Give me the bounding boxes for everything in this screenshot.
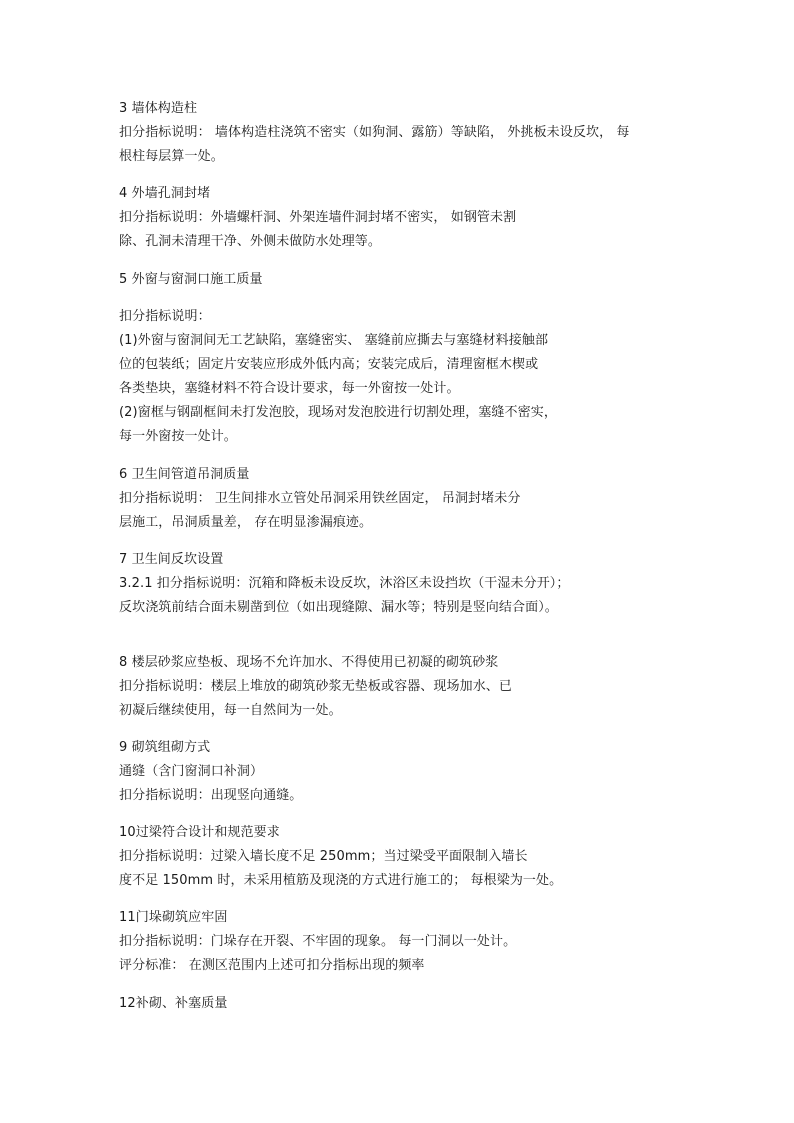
text-line: 扣分指标说明：门垛存在开裂、不牢固的现象。 每一门洞以一处计。 (119, 934, 517, 949)
text-line: 层施工，吊洞质量差， 存在明显渗漏痕迹。 (119, 515, 373, 530)
section-heading-7: 7 卫生间反坎设置 (119, 552, 224, 567)
text-line: 扣分指标说明： (119, 309, 211, 324)
section-heading-12: 12补砌、补塞质量 (119, 996, 228, 1011)
text-line: 扣分指标说明： 墙体构造柱浇筑不密实（如狗洞、露筋）等缺陷， 外挑板未设反坎， 每 (119, 125, 630, 140)
text-line: 评分标准： 在测区范围内上述可扣分指标出现的频率 (119, 958, 425, 973)
section-heading-4: 4 外墙孔洞封堵 (119, 186, 211, 201)
section-heading-10: 10过梁符合设计和规范要求 (119, 825, 280, 840)
text-line: 除、孔洞未清理干净、外侧未做防水处理等。 (119, 234, 382, 249)
text-line: (1)外窗与窗洞间无工艺缺陷，塞缝密实、 塞缝前应撕去与塞缝材料接触部 (119, 333, 549, 348)
section-heading-3: 3 墙体构造柱 (119, 101, 198, 116)
text-line: 扣分指标说明： 卫生间排水立管处吊洞采用铁丝固定， 吊洞封堵未分 (119, 491, 521, 506)
text-line: 度不足 150mm 时，未采用植筋及现浇的方式进行施工的； 每根梁为一处。 (119, 873, 563, 888)
section-heading-11: 11门垛砌筑应牢固 (119, 910, 228, 925)
section-heading-9: 9 砌筑组砌方式 (119, 740, 211, 755)
section-heading-8: 8 楼层砂浆应垫板、现场不允许加水、不得使用已初凝的砌筑砂浆 (119, 655, 499, 670)
text-line: 各类垫块，塞缝材料不符合设计要求，每一外窗按一处计。 (119, 381, 460, 396)
text-line: 初凝后继续使用，每一自然间为一处。 (119, 703, 342, 718)
text-line: 位的包装纸；固定片安装应形成外低内高；安装完成后，清理窗框木楔或 (119, 357, 539, 372)
text-line: 扣分指标说明：外墙螺杆洞、外架连墙件洞封堵不密实， 如钢管未割 (119, 210, 517, 225)
text-line: 通缝（含门窗洞口补洞） (119, 764, 264, 779)
text-line: 扣分指标说明：过梁入墙长度不足 250mm；当过梁受平面限制入墙长 (119, 849, 528, 864)
section-heading-6: 6 卫生间管道吊洞质量 (119, 467, 250, 482)
text-line: 扣分指标说明：楼层上堆放的砌筑砂浆无垫板或容器、现场加水、已 (119, 679, 513, 694)
section-heading-5: 5 外窗与窗洞口施工质量 (119, 272, 263, 287)
text-line: 根柱每层算一处。 (119, 149, 224, 164)
text-line: (2)窗框与钢副框间未打发泡胶，现场对发泡胶进行切割处理，塞缝不密实， (119, 405, 557, 420)
text-line: 每一外窗按一处计。 (119, 429, 237, 444)
text-line: 反坎浇筑前结合面未剔凿到位（如出现缝隙、漏水等；特别是竖向结合面）。 (119, 600, 558, 615)
text-line: 扣分指标说明：出现竖向通缝。 (119, 788, 303, 803)
text-line: 3.2.1 扣分指标说明：沉箱和降板未设反坎，沐浴区未设挡坎（干湿未分开）； (119, 576, 570, 591)
